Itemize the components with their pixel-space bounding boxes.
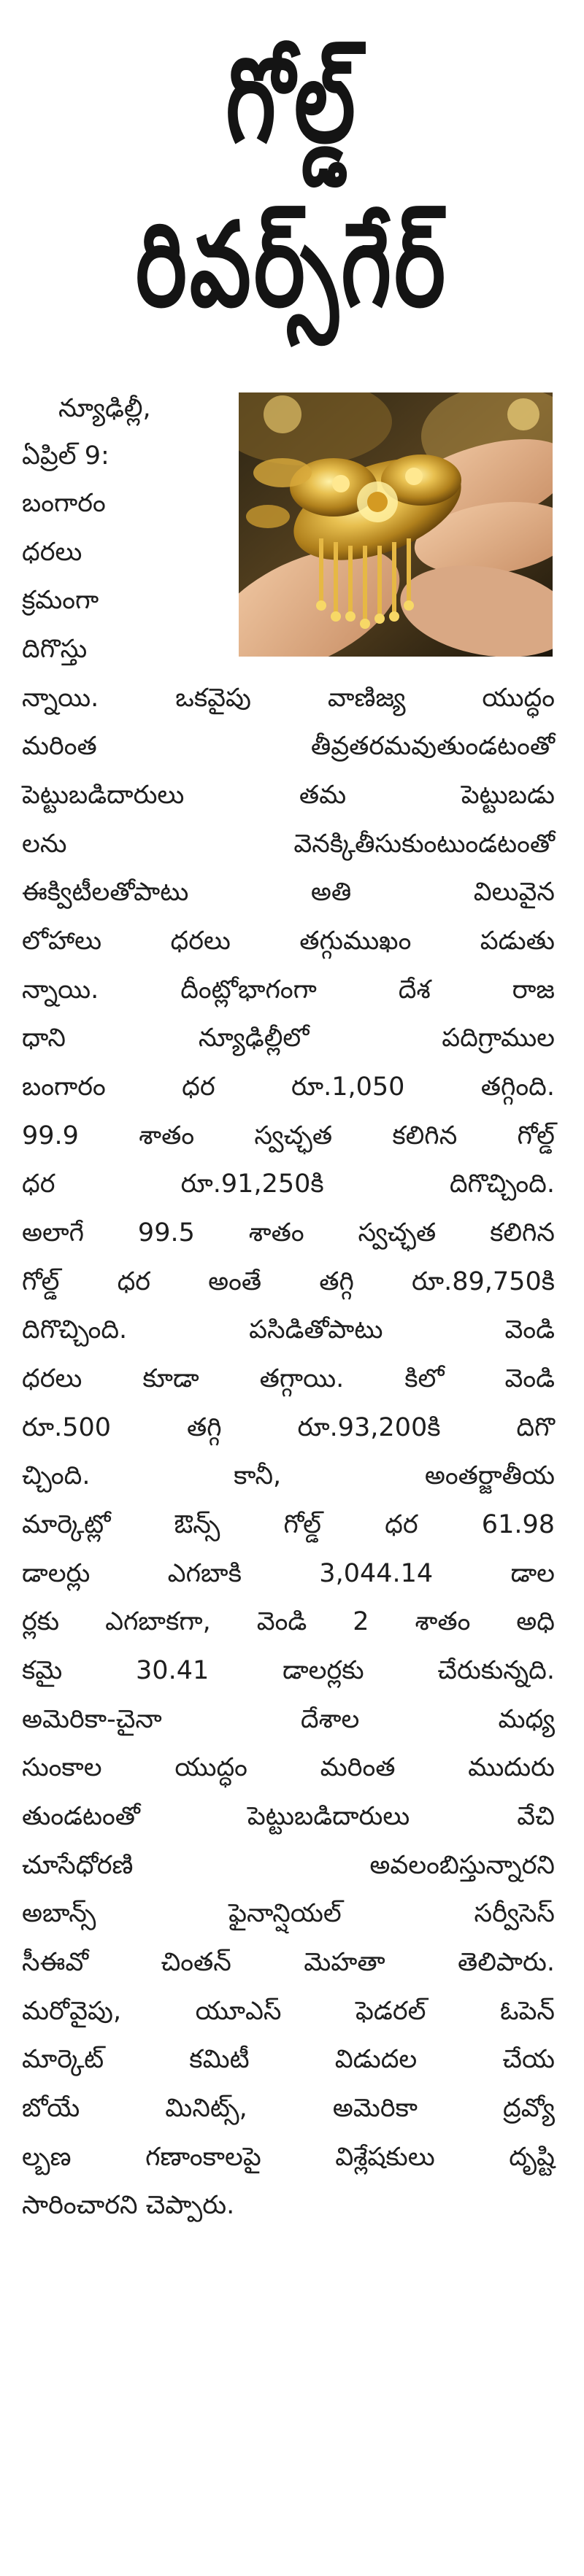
article-line-25: డాలర్లు ఎగబాకి 3,044.14 డాల <box>22 1559 555 1588</box>
article-line-22: రూ.500 తగ్గి రూ.93,200కి దిగొ <box>22 1413 555 1442</box>
article-line-8: మరింత తీవ్రతరమవుతుండటంతో <box>22 732 555 761</box>
article-line-15: బంగారం ధర రూ.1,050 తగ్గింది. <box>22 1072 555 1102</box>
article-line-7: న్నాయి. ఒకవైపు వాణిజ్య యుద్ధం <box>22 684 555 713</box>
article-line-16: 99.9 శాతం స్వచ్ఛత కలిగిన గోల్డ్ <box>22 1121 555 1150</box>
article-line-33: సీఈవో చింతన్ మెహతా తెలిపారు. <box>22 1948 555 1977</box>
article-line-24: మార్కెట్లో ఔన్స్ గోల్డ్ ధర 61.98 <box>22 1510 555 1539</box>
headline-line-1: గోల్డ్ <box>226 32 358 169</box>
article-line-14: ధాని న్యూఢిల్లీలో పదిగ్రాముల <box>22 1024 555 1053</box>
article-line-1: న్యూఢిల్లీ, <box>58 394 151 423</box>
article-line-38: సారించారని చెప్పారు. <box>22 2191 235 2220</box>
article-line-29: సుంకాల యుద్ధం మరింత ముదురు <box>22 1753 555 1782</box>
article-line-30: తుండటంతో పెట్టుబడిదారులు వేచి <box>22 1802 555 1831</box>
article-line-6: దిగొస్తు <box>22 635 88 664</box>
article-line-28: అమెరికా-చైనా దేశాల మధ్య <box>22 1705 555 1734</box>
headline-line-2: రివర్స్‌గేర్ <box>135 196 449 333</box>
article-line-26: ర్లకు ఎగబాకగా, వెండి 2 శాతం అధి <box>22 1607 555 1636</box>
gold-jewellery-photo <box>239 392 553 657</box>
gold-jewellery-photo-icon <box>239 392 553 657</box>
article-line-13: న్నాయి. దీంట్లోభాగంగా దేశ రాజ <box>22 975 555 1005</box>
article-line-21: ధరలు కూడా తగ్గాయి. కిలో వెండి <box>22 1364 555 1393</box>
article-line-11: ఈక్విటీలతోపాటు అతి విలువైన <box>22 878 555 907</box>
article-line-18: అలాగే 99.5 శాతం స్వచ్ఛత కలిగిన <box>22 1218 555 1248</box>
article-line-4: ధరలు <box>22 538 82 567</box>
article-line-17: ధర రూ.91,250కి దిగొచ్చింది. <box>22 1169 555 1199</box>
article-line-2: ఏప్రిల్ 9: <box>22 441 110 471</box>
article-line-12: లోహాలు ధరలు తగ్గుముఖం పడుతు <box>22 927 555 956</box>
article-line-10: లను వెనక్కితీసుకుంటుండటంతో <box>22 829 555 859</box>
article-line-34: మరోవైపు, యూఎస్ ఫెడరల్ ఓపెన్ <box>22 1997 555 2026</box>
article-line-27: కమై 30.41 డాలర్లకు చేరుకున్నది. <box>22 1656 555 1685</box>
article-line-23: చ్చింది. కానీ, అంతర్జాతీయ <box>22 1461 555 1490</box>
article-line-32: అబాన్స్ ఫైనాన్షియల్ సర్వీసెస్ <box>22 1899 555 1928</box>
article-line-37: ల్బణ గణాంకాలపై విశ్లేషకులు దృష్టి <box>22 2143 555 2172</box>
article-line-31: చూసేధోరణి అవలంబిస్తున్నారని <box>22 1851 555 1880</box>
article-line-20: దిగొచ్చింది. పసిడితోపాటు వెండి <box>22 1315 555 1345</box>
article-line-36: బోయే మినిట్స్, అమెరికా ద్రవ్యో <box>22 2094 555 2123</box>
article-line-35: మార్కెట్ కమిటీ విడుదల చేయ <box>22 2045 555 2074</box>
article-line-19: గోల్డ్ ధర అంతే తగ్గి రూ.89,750కి <box>22 1267 555 1296</box>
article-line-9: పెట్టుబడిదారులు తమ పెట్టుబడు <box>22 781 555 810</box>
article-line-5: క్రమంగా <box>22 586 99 615</box>
article-line-3: బంగారం <box>22 489 106 518</box>
